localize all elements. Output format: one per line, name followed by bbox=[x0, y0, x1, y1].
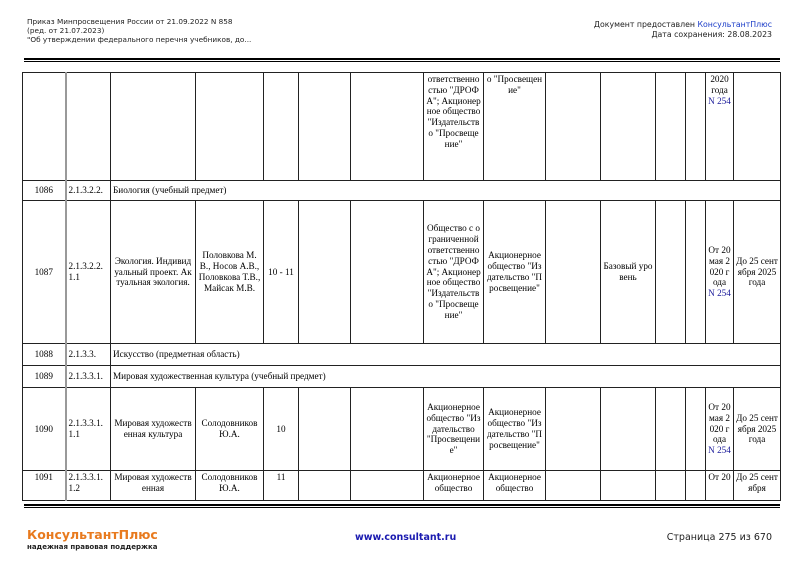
cell-col-3 bbox=[111, 471, 196, 501]
cell-col-11 bbox=[601, 388, 656, 471]
cell-col-7 bbox=[351, 388, 424, 471]
cell-col-6 bbox=[299, 73, 351, 181]
cell-col-5 bbox=[264, 201, 299, 344]
table-row bbox=[23, 73, 781, 181]
page-counter: Страница 275 из 670 bbox=[666, 532, 772, 543]
cell-col-3 bbox=[111, 201, 196, 344]
textbook-table bbox=[22, 72, 781, 501]
cell-col-4 bbox=[196, 471, 264, 501]
cell-col-7 bbox=[351, 73, 424, 181]
cell-col-9 bbox=[484, 73, 546, 181]
order-link[interactable]: N 254 bbox=[708, 288, 731, 299]
cell-col-12 bbox=[656, 388, 686, 471]
cell-text: 2.1.3.3.1.1.2 bbox=[68, 472, 103, 493]
row-number: 1088 bbox=[23, 344, 66, 366]
cell-text: Акционерное общество "Издательство "Просвещение" bbox=[486, 250, 543, 293]
provided-label: Документ предоставлен bbox=[593, 20, 698, 29]
cell-col-1 bbox=[23, 201, 66, 344]
footer-divider bbox=[24, 504, 780, 508]
section-title: Мировая художественная культура (учебный предмет) bbox=[111, 366, 781, 388]
cell-col-1 bbox=[23, 388, 66, 471]
cell-col-5 bbox=[264, 471, 299, 501]
cell-col-9 bbox=[484, 388, 546, 471]
cell-text: До 25 сентября bbox=[736, 472, 778, 493]
cell-col-5 bbox=[264, 388, 299, 471]
header-order-line: Приказ Минпросвещения России от 21.09.2022 N 858 bbox=[27, 17, 233, 26]
cell-col-2 bbox=[66, 471, 111, 501]
section-row bbox=[23, 344, 781, 366]
cell-text: Акционерное общество "Издательство "Просвещение" bbox=[486, 407, 543, 450]
cell-text: Солодовников Ю.А. bbox=[201, 418, 258, 439]
cell-text: 11 bbox=[276, 472, 286, 482]
cell-text: Половкова М.В., Носов А.В., Половкова Т.В., Майсак М.В. bbox=[198, 250, 261, 293]
cell-col-14 bbox=[706, 388, 734, 471]
cell-text: Мировая художественная культура bbox=[114, 418, 192, 439]
table-row bbox=[23, 471, 781, 501]
section-title: Искусство (предметная область) bbox=[111, 344, 781, 366]
cell-text: 1090 bbox=[34, 423, 53, 434]
cell-text: Базовый уровень bbox=[603, 261, 653, 282]
cell-col-15 bbox=[734, 73, 781, 181]
cell-col-14 bbox=[706, 471, 734, 501]
cell-col-1 bbox=[23, 73, 66, 181]
cell-col-2 bbox=[66, 73, 111, 181]
cell-text: ответственностью "ДРОФА"; Акционерное общество "Издательство "Просвещение" bbox=[426, 74, 481, 149]
cell-text: Солодовников Ю.А. bbox=[201, 472, 258, 493]
cell-text: От 20 bbox=[708, 472, 731, 482]
document-header-right bbox=[594, 20, 772, 40]
cell-col-12 bbox=[656, 471, 686, 501]
cell-text: Мировая художественная bbox=[114, 472, 192, 493]
cell-text: 2020 года bbox=[710, 74, 729, 95]
cell-col-2 bbox=[66, 388, 111, 471]
cell-col-15 bbox=[734, 201, 781, 344]
header-divider bbox=[24, 58, 780, 62]
cell-col-8 bbox=[424, 73, 484, 181]
save-date: Дата сохранения: 28.08.2023 bbox=[651, 30, 772, 39]
row-code: 2.1.3.3. bbox=[66, 344, 111, 366]
cell-col-14 bbox=[706, 73, 734, 181]
row-number: 1086 bbox=[23, 181, 66, 201]
cell-col-10 bbox=[546, 471, 601, 501]
cell-text: Общество с ограниченной ответственностью "ДРОФА"; Акционерное общество "Издательство "Просвещение" bbox=[426, 223, 481, 320]
cell-text: 1091 bbox=[34, 472, 53, 482]
cell-col-4 bbox=[196, 73, 264, 181]
cell-col-9 bbox=[484, 471, 546, 501]
cell-col-13 bbox=[686, 471, 706, 501]
header-edition-line: (ред. от 21.07.2023) bbox=[27, 26, 105, 35]
cell-col-7 bbox=[351, 201, 424, 344]
cell-col-4 bbox=[196, 388, 264, 471]
section-row bbox=[23, 366, 781, 388]
cell-text: Акционерное общество bbox=[427, 472, 480, 493]
brand-logo: КонсультантПлюс bbox=[27, 527, 158, 542]
cell-text: о "Просвещение" bbox=[486, 74, 543, 95]
cell-col-5 bbox=[264, 73, 299, 181]
cell-text: 2.1.3.3.1.1.1 bbox=[68, 418, 103, 439]
document-header-left bbox=[27, 17, 251, 44]
cell-col-10 bbox=[546, 388, 601, 471]
cell-col-13 bbox=[686, 388, 706, 471]
cell-text: 10 - 11 bbox=[268, 266, 294, 277]
provider-link[interactable]: КонсультантПлюс bbox=[697, 20, 772, 29]
cell-text: Акционерное общество bbox=[488, 472, 541, 493]
row-number: 1089 bbox=[23, 366, 66, 388]
cell-col-4 bbox=[196, 201, 264, 344]
table-row bbox=[23, 201, 781, 344]
cell-text: 1087 bbox=[34, 266, 53, 277]
cell-col-12 bbox=[656, 73, 686, 181]
cell-text: Акционерное общество "Издательство "Просвещение" bbox=[426, 402, 481, 456]
cell-text: 10 bbox=[276, 423, 286, 434]
cell-col-6 bbox=[299, 201, 351, 344]
cell-col-15 bbox=[734, 471, 781, 501]
cell-col-11 bbox=[601, 471, 656, 501]
footer-brand bbox=[27, 527, 158, 551]
cell-col-12 bbox=[656, 201, 686, 344]
header-title-line: "Об утверждении федерального перечня учебников, до... bbox=[27, 35, 252, 44]
table-row bbox=[23, 388, 781, 471]
cell-text: До 25 сентября 2025 года bbox=[736, 255, 778, 288]
cell-col-10 bbox=[546, 73, 601, 181]
cell-col-3 bbox=[111, 73, 196, 181]
section-row bbox=[23, 181, 781, 201]
row-code: 2.1.3.2.2. bbox=[66, 181, 111, 201]
cell-col-8 bbox=[424, 201, 484, 344]
cell-col-9 bbox=[484, 201, 546, 344]
cell-text: От 20 мая 2020 года bbox=[708, 402, 731, 445]
cell-col-6 bbox=[299, 471, 351, 501]
cell-text: От 20 мая 2020 года bbox=[708, 245, 731, 288]
cell-col-8 bbox=[424, 471, 484, 501]
cell-col-6 bbox=[299, 388, 351, 471]
cell-col-13 bbox=[686, 201, 706, 344]
site-link[interactable]: www.consultant.ru bbox=[355, 532, 457, 543]
cell-col-11 bbox=[601, 201, 656, 344]
cell-text: Экология. Индивидуальный проект. Актуальная экология. bbox=[114, 255, 192, 288]
cell-col-11 bbox=[601, 73, 656, 181]
cell-col-2 bbox=[66, 201, 111, 344]
cell-text: До 25 сентября 2025 года bbox=[736, 412, 778, 445]
cell-col-7 bbox=[351, 471, 424, 501]
section-title: Биология (учебный предмет) bbox=[111, 181, 781, 201]
order-link[interactable]: N 254 bbox=[708, 445, 731, 456]
cell-col-8 bbox=[424, 388, 484, 471]
cell-col-15 bbox=[734, 388, 781, 471]
cell-col-13 bbox=[686, 73, 706, 181]
cell-col-1 bbox=[23, 471, 66, 501]
row-code: 2.1.3.3.1. bbox=[66, 366, 111, 388]
cell-col-14 bbox=[706, 201, 734, 344]
order-link[interactable]: N 254 bbox=[708, 95, 731, 106]
brand-slogan: надежная правовая поддержка bbox=[27, 543, 158, 551]
cell-col-10 bbox=[546, 201, 601, 344]
cell-col-3 bbox=[111, 388, 196, 471]
cell-text: 2.1.3.2.2.1.1 bbox=[68, 261, 103, 282]
